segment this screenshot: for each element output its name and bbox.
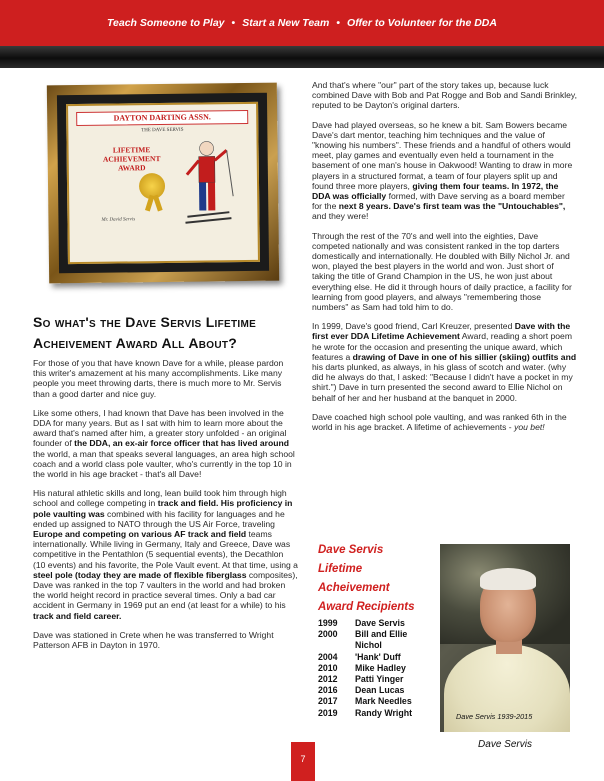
recipient-year: 1999 xyxy=(318,618,338,628)
recipients-title-line: Acheivement xyxy=(318,582,390,594)
paragraph-text: His natural athletic skills and long, lean build took him through high school and college competing in xyxy=(33,488,287,509)
header-black-band xyxy=(0,46,604,68)
article-paragraph xyxy=(33,358,298,399)
paragraph-text: Dave coached high school pole vaulting, and was ranked 6th in the world in his age bracket. A lifetime of achievements - xyxy=(312,411,567,433)
paragraph-highlight: track and field. His proficiency in pole vaulting was xyxy=(33,498,293,519)
article-paragraph xyxy=(33,408,298,479)
paragraph-text: For those of you that have known Dave for a while, please pardon this writer's amazement at his many accomplishments. Like many people you meet throwing darts, there is much more to Mr. Servis than a good darter and nice guy. xyxy=(33,358,284,399)
header-separator: • xyxy=(336,17,341,29)
recipient-name: Mike Hadley xyxy=(355,662,406,673)
recipient-year: 2000 xyxy=(318,629,338,640)
header-link-volunteer[interactable]: Offer to Volunteer for the DDA xyxy=(347,17,497,29)
recipient-row xyxy=(318,629,436,651)
certificate-org: DAYTON DARTING ASSN. xyxy=(76,110,248,126)
paragraph-text: his darts plunked, as always, in his glass of scotch and water. (why did he always do that, I asked: "Because I didn't have a pocket in my shirt.") Dave in turn presented the second award to Ellie Nichol on behalf of her and her husband at the banquet in 2000. xyxy=(312,362,573,403)
header-separator: • xyxy=(231,17,236,29)
award-certificate xyxy=(66,102,260,264)
article-paragraph xyxy=(312,231,577,313)
paragraph-highlight: giving them four teams. In 1972, the DDA was officially xyxy=(312,180,559,202)
recipients-title-line: Lifetime xyxy=(318,563,363,575)
paragraph-text: formed, with Dave serving as a board member for the xyxy=(312,191,565,212)
article-paragraph xyxy=(33,630,298,650)
article-paragraph xyxy=(312,80,577,111)
recipients-title xyxy=(318,541,415,617)
photo-caption: Dave Servis 1939-2015 xyxy=(456,712,533,721)
recipient-name: Randy Wright xyxy=(355,707,413,718)
recipient-year: 2010 xyxy=(318,662,338,673)
recipient-row xyxy=(318,652,436,663)
paragraph-text: Award, reading a short poem he wrote for the occasion and presenting the unique award, which features a xyxy=(312,331,572,362)
paragraph-text: Through the rest of the 70's and well into the eighties, Dave competed nationally and was consistent ranked in the top darters domestically and internationally. He doubled with Billy Nichol Jr. and won, played the best players in the world and won. Just short of taking the title of Grand Champion in the US, he won just about everything else. He did it through hours of daily practice, a facility for learning from good players, and always "remembering those numbers" as Sam had told him to do. xyxy=(312,230,572,313)
photo-label: Dave Servis xyxy=(478,739,532,750)
recipient-row xyxy=(318,685,436,696)
certificate-title-line: LIFETIME xyxy=(112,145,151,155)
recipient-row xyxy=(318,663,436,674)
recipient-year: 2012 xyxy=(318,674,338,685)
plaque-matte xyxy=(57,93,269,274)
paragraph-italic: you bet! xyxy=(514,422,545,433)
paragraph-text: composites), Dave was ranked in the top 7 vaulters in the world and had broken the world height record in practice several times. Only a bad car accident in Germany in 1969 put an end (at least for a while) to his xyxy=(33,569,298,611)
recipient-year: 2017 xyxy=(318,696,338,707)
recipient-name: 'Hank' Duff xyxy=(355,651,401,662)
photo-hair xyxy=(480,568,536,590)
paragraph-text: Dave was stationed in Crete when he was transferred to Wright Patterson AFB in Dayton in 1970. xyxy=(33,629,274,651)
recipient-name: Mark Needles xyxy=(355,696,412,707)
header-link-teach[interactable]: Teach Someone to Play xyxy=(107,17,225,29)
recipients-list xyxy=(318,618,436,719)
top-banner xyxy=(0,0,604,46)
paragraph-text: Dave had played overseas, so he knew a bit. Sam Bowers became Dave's dart mentor, teaching him techniques and the value of "knowing his numbers". These friends and a handful of others would meet, play games and eventually even held a tournament in the basement of one man's house in Oakwood! Wanting to draw in more players in a structured format, a team of four players split up and found three more players, xyxy=(312,119,573,191)
paragraph-text: teams internationally. While living in Germany, Italy and Greece, Dave was competitive in the Pentathlon (5 sequential events), the Decathlon (10 events) and his favorite, the Pole Vault event. At that time, using a xyxy=(33,529,298,570)
recipients-title-line: Dave Servis xyxy=(318,544,384,556)
article-paragraph xyxy=(33,488,298,621)
certificate-title xyxy=(97,145,167,173)
recipient-year: 2016 xyxy=(318,685,338,696)
paragraph-highlight: next 8 years. Dave's first team was the "Untouchables", xyxy=(338,201,566,212)
paragraph-text: combined with his facility for languages and he ended up assigned to NATO through the US Air Force, traveling xyxy=(33,508,285,529)
article-paragraph xyxy=(312,120,577,222)
recipient-row xyxy=(318,618,436,629)
recipient-year: 2004 xyxy=(318,651,338,662)
article-heading: So what's the Dave Servis Lifetime Acheivement Award All About? xyxy=(33,314,257,351)
paragraph-text: and they were! xyxy=(312,211,369,222)
recipient-row xyxy=(318,696,436,707)
paragraph-text: In 1999, Dave's good friend, Carl Kreuzer, presented xyxy=(312,321,515,332)
recipient-name: Dave Servis xyxy=(355,618,405,628)
paragraph-highlight: the DDA, an ex-air force officer that has lived around xyxy=(74,438,289,449)
recipient-row xyxy=(318,708,436,719)
paragraph-highlight: Dave with the first ever DDA Lifetime Achievement xyxy=(312,321,571,342)
page-number: 7 xyxy=(291,742,315,781)
paragraph-highlight: Europe and competing on various AF track and field xyxy=(33,529,247,540)
article-left-column xyxy=(33,358,298,659)
recipient-name: Patti Yinger xyxy=(355,674,404,685)
paragraph-highlight: steel pole (today they are made of flexible fiberglass xyxy=(33,569,247,580)
paragraph-text: the world, a man that speaks several languages, an area high school coach and a world class pole vaulter, who's currently in the top 10 in the world in his age bracket - that's all Dave! xyxy=(33,448,295,480)
certificate-title-line: ACHIEVEMENT xyxy=(102,154,161,164)
paragraph-text: And that's where "our" part of the story takes up, because luck combined Dave with Bob and Pat Rogge and Bob and Sandi Brinkley, reputed to be Dayton's original darters. xyxy=(312,80,577,111)
award-plaque-photo xyxy=(47,83,279,284)
paragraph-text: Like some others, I had known that Dave has been involved in the DDA for many years. But as I sat with him to learn more about the award that's named after him, a greater story unfolded - an original founder of xyxy=(33,407,287,449)
skier-drawing xyxy=(176,136,237,232)
certificate-recipient: Mr. David Servis xyxy=(101,217,136,223)
article-paragraph xyxy=(312,321,577,403)
certificate-title-line: AWARD xyxy=(117,163,146,173)
recipients-title-line: Award Recipients xyxy=(318,601,415,613)
article-right-column xyxy=(312,80,577,441)
header-link-start-team[interactable]: Start a New Team xyxy=(242,17,330,29)
certificate-presents: THE DAVE SERVIS xyxy=(141,127,184,134)
recipient-name: Dean Lucas xyxy=(355,685,405,696)
portrait-photo xyxy=(440,544,570,732)
recipient-name: Bill and Ellie Nichol xyxy=(355,629,408,651)
recipient-row xyxy=(318,674,436,685)
paragraph-highlight: track and field career. xyxy=(33,610,122,621)
article-paragraph xyxy=(312,412,577,432)
seal-ribbon xyxy=(153,195,163,212)
recipient-year: 2019 xyxy=(318,707,338,718)
paragraph-highlight: drawing of Dave in one of his sillier (skiing) outfits and xyxy=(352,351,577,362)
